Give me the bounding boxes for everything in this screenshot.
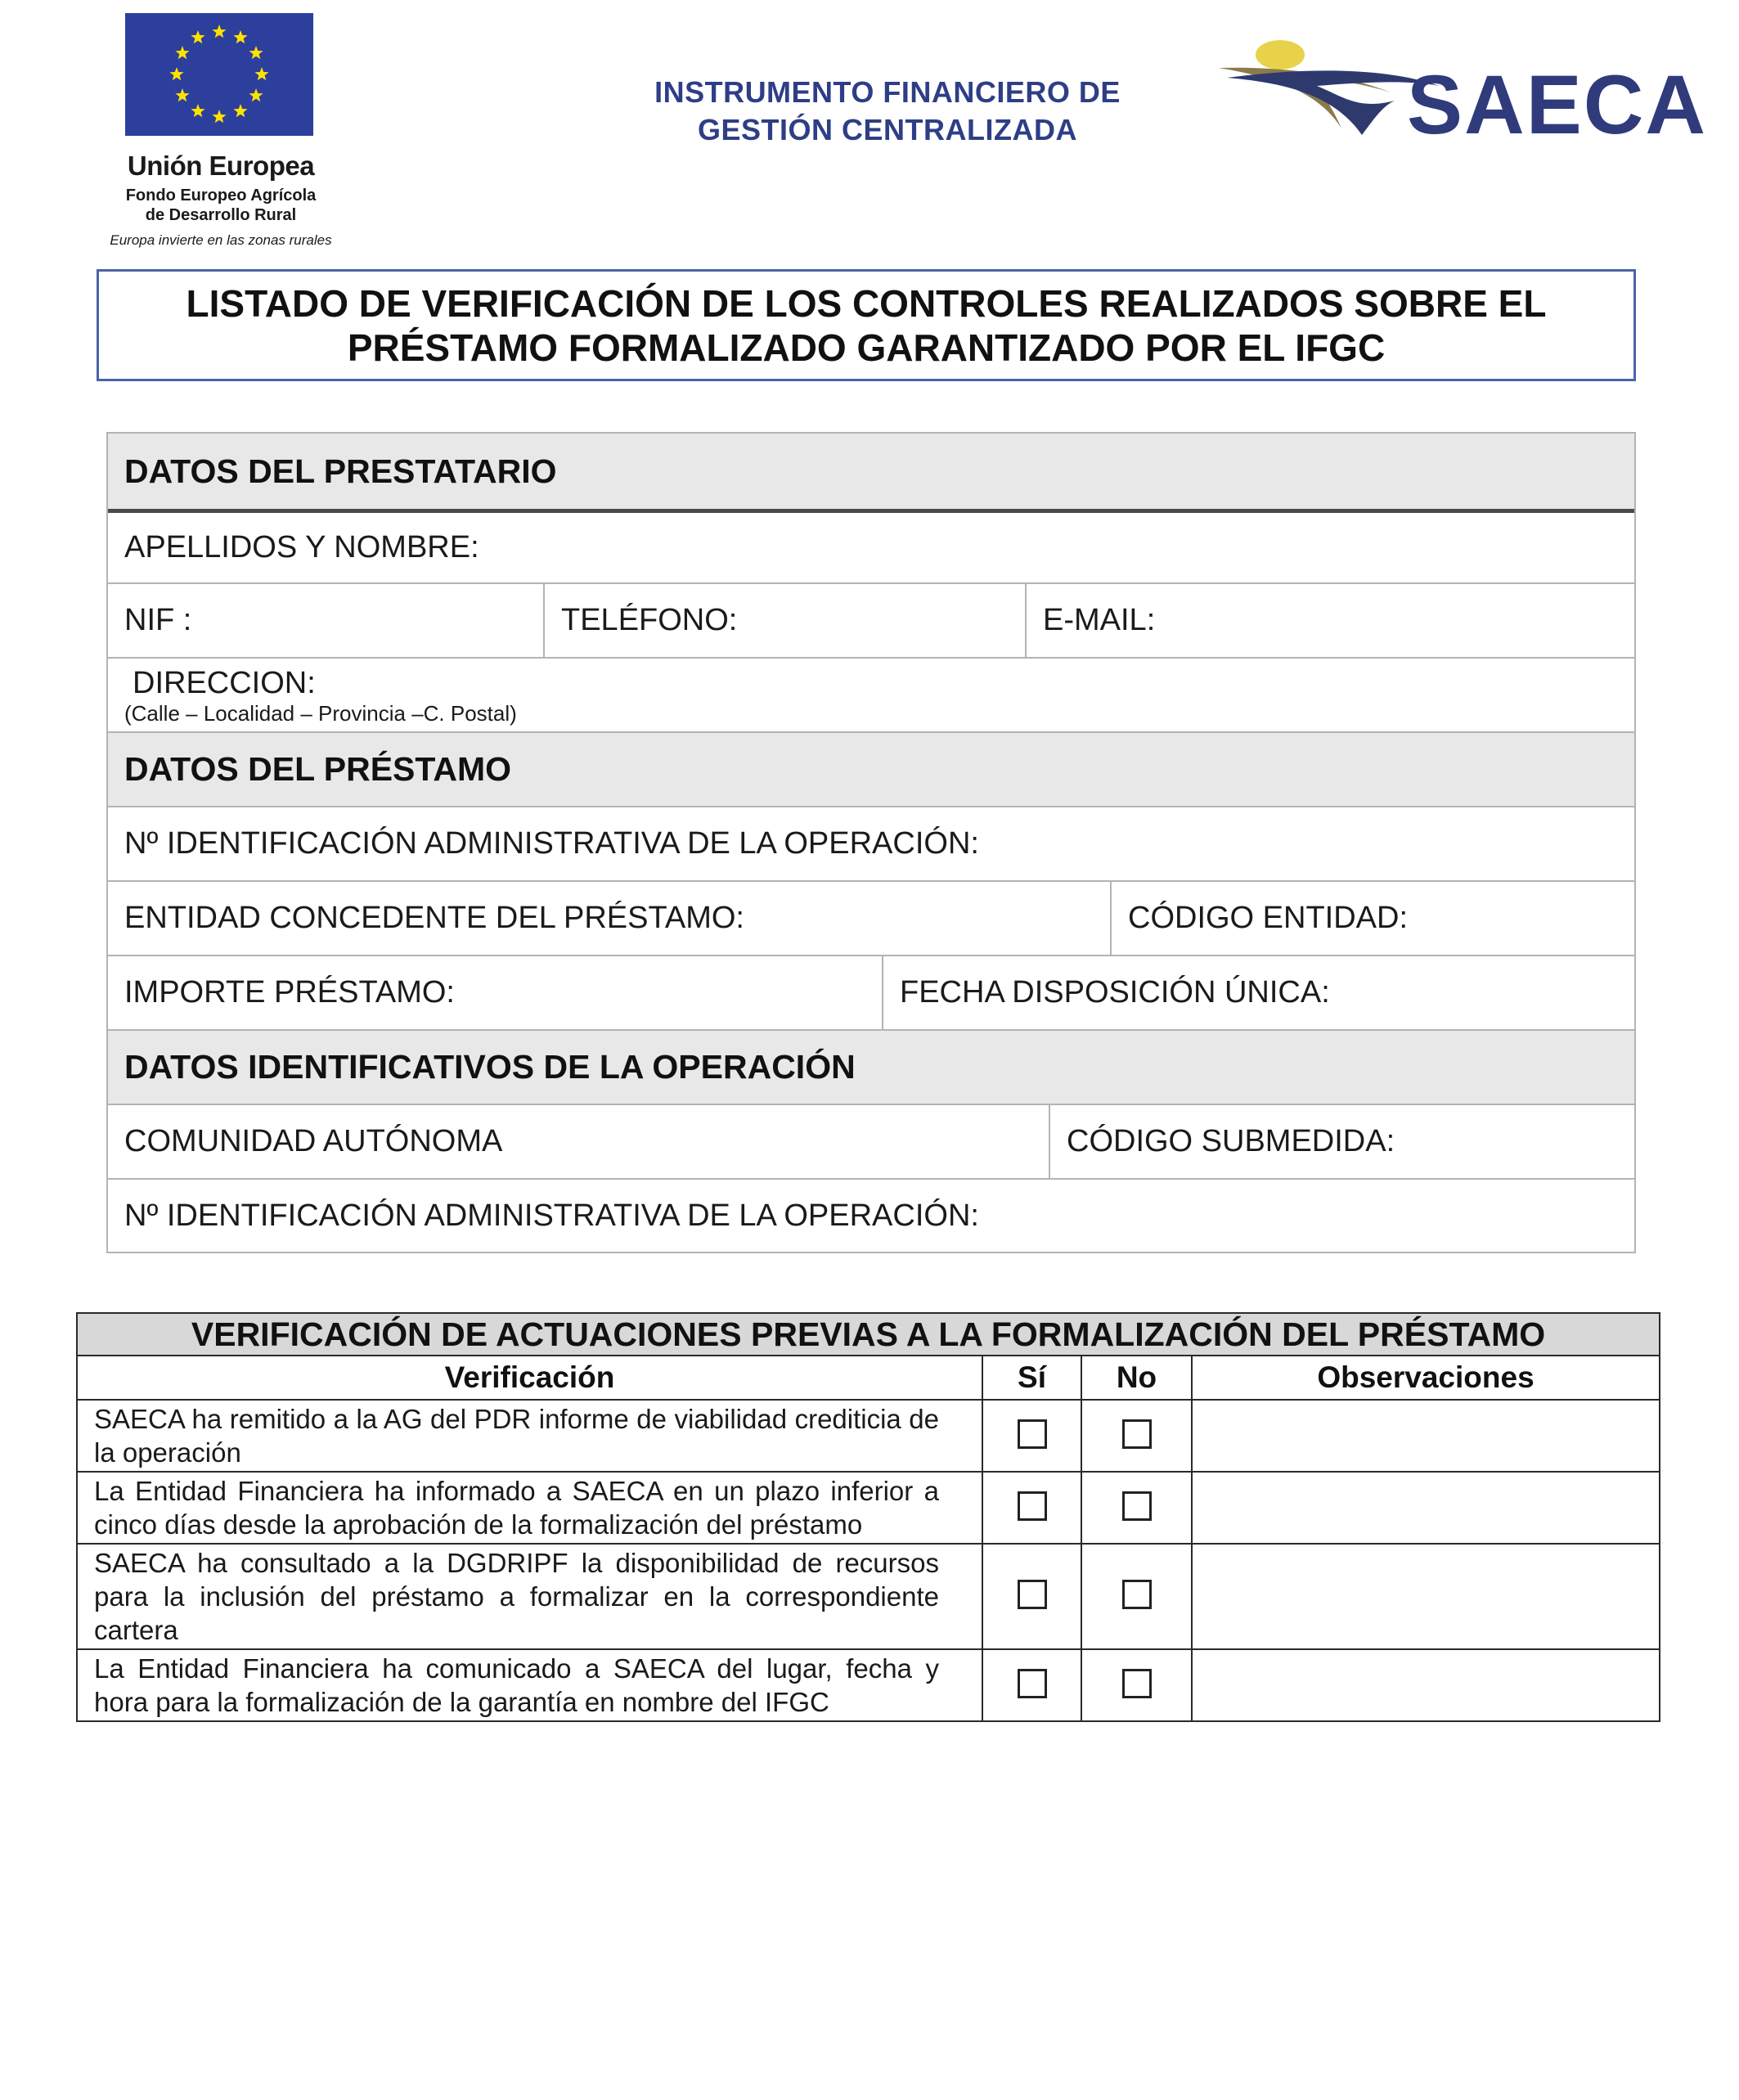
saeca-sun-icon [1256, 40, 1305, 70]
col-verification-header: Verificación [77, 1356, 982, 1400]
saeca-logo [1219, 37, 1708, 151]
verification-title: VERIFICACIÓN DE ACTUACIONES PREVIAS A LA FORMALIZACIÓN DEL PRÉSTAMO [77, 1313, 1660, 1356]
amount-field-label[interactable]: IMPORTE PRÉSTAMO: [124, 975, 455, 1010]
verification-text: SAECA ha remitido a la AG del PDR informe de viabilidad crediticia de la operación [77, 1400, 982, 1472]
borrower-section-header: DATOS DEL PRESTATARIO [108, 434, 1634, 509]
loan-section-row [108, 731, 1634, 806]
phone-field-label[interactable]: TELÉFONO: [543, 584, 1025, 657]
instrument-title-line1: INSTRUMENTO FINANCIERO DE [654, 75, 1121, 109]
operation-op-id-row [108, 1178, 1634, 1252]
address-row [108, 657, 1634, 731]
borrower-section-row [108, 434, 1634, 509]
address-field-note: (Calle – Localidad – Provincia –C. Postal) [124, 700, 517, 726]
no-checkbox[interactable] [1122, 1669, 1152, 1698]
verification-text: SAECA ha consultado a la DGDRIPF la disponibilidad de recursos para la inclusión del préstamo a formalizar en la correspondiente cartera [77, 1544, 982, 1649]
verification-row [77, 1400, 1660, 1472]
entity-field-label[interactable]: ENTIDAD CONCEDENTE DEL PRÉSTAMO: [124, 901, 744, 935]
eu-fund-label-line2: de Desarrollo Rural [145, 206, 297, 224]
date-field-label[interactable]: FECHA DISPOSICIÓN ÚNICA: [882, 956, 1634, 1029]
saeca-wordmark: SAECA [1407, 58, 1708, 151]
eu-slogan: Europa invierte en las zonas rurales [110, 232, 332, 248]
verification-text: La Entidad Financiera ha comunicado a SAECA del lugar, fecha y hora para la formalización de la garantía en nombre del IFGC [77, 1649, 982, 1721]
loan-op-id-field-label[interactable]: Nº IDENTIFICACIÓN ADMINISTRATIVA DE LA OPERACIÓN: [124, 826, 979, 861]
region-row [108, 1104, 1634, 1178]
col-yes-header: Sí [982, 1356, 1081, 1400]
observations-cell[interactable] [1192, 1649, 1660, 1721]
contact-row [108, 582, 1634, 657]
verification-title-row [77, 1313, 1660, 1356]
entity-code-field-label[interactable]: CÓDIGO ENTIDAD: [1110, 882, 1634, 955]
verification-row [77, 1544, 1660, 1649]
observations-cell[interactable] [1192, 1400, 1660, 1472]
loan-section-header: DATOS DEL PRÉSTAMO [108, 733, 1634, 806]
entity-row [108, 880, 1634, 955]
document-title-box [97, 269, 1636, 381]
no-checkbox[interactable] [1122, 1491, 1152, 1521]
no-checkbox[interactable] [1122, 1580, 1152, 1609]
name-row [108, 509, 1634, 582]
operation-op-id-field-label[interactable]: Nº IDENTIFICACIÓN ADMINISTRATIVA DE LA OPERACIÓN: [124, 1198, 979, 1233]
document-title-line1: LISTADO DE VERIFICACIÓN DE LOS CONTROLES REALIZADOS SOBRE EL [186, 281, 1547, 325]
verification-row [77, 1649, 1660, 1721]
no-checkbox[interactable] [1122, 1419, 1152, 1449]
submeasure-field-label[interactable]: CÓDIGO SUBMEDIDA: [1049, 1105, 1634, 1178]
document-title [186, 281, 1547, 370]
loan-op-id-row [108, 806, 1634, 880]
instrument-title [622, 74, 1153, 149]
nif-field-label[interactable]: NIF : [124, 603, 192, 637]
yes-checkbox[interactable] [1018, 1419, 1047, 1449]
verification-header-row [77, 1356, 1660, 1400]
address-field-label: DIRECCION: [133, 665, 316, 700]
amount-row [108, 955, 1634, 1029]
eu-fund-label-line1: Fondo Europeo Agrícola [125, 187, 317, 205]
col-no-header: No [1081, 1356, 1192, 1400]
instrument-title-line2: GESTIÓN CENTRALIZADA [698, 113, 1077, 146]
observations-cell[interactable] [1192, 1544, 1660, 1649]
eu-feader-logo [102, 10, 339, 247]
observations-cell[interactable] [1192, 1472, 1660, 1544]
eu-union-label: Unión Europea [127, 151, 315, 181]
verification-row [77, 1472, 1660, 1544]
operation-section-row [108, 1029, 1634, 1104]
address-field[interactable] [108, 659, 1634, 731]
col-observations-header: Observaciones [1192, 1356, 1660, 1400]
email-field-label[interactable]: E-MAIL: [1025, 584, 1634, 657]
yes-checkbox[interactable] [1018, 1669, 1047, 1698]
yes-checkbox[interactable] [1018, 1491, 1047, 1521]
yes-checkbox[interactable] [1018, 1580, 1047, 1609]
verification-text: La Entidad Financiera ha informado a SAECA en un plazo inferior a cinco días desde la aprobación de la formalización del préstamo [77, 1472, 982, 1544]
borrower-loan-form [106, 432, 1636, 1253]
region-field-label[interactable]: COMUNIDAD AUTÓNOMA [124, 1124, 503, 1158]
operation-section-header: DATOS IDENTIFICATIVOS DE LA OPERACIÓN [108, 1031, 1634, 1104]
eu-flag-icon [125, 13, 313, 136]
name-field-label[interactable]: APELLIDOS Y NOMBRE: [124, 530, 479, 564]
document-title-line2: PRÉSTAMO FORMALIZADO GARANTIZADO POR EL IFGC [347, 326, 1386, 369]
verification-table [76, 1312, 1660, 1722]
